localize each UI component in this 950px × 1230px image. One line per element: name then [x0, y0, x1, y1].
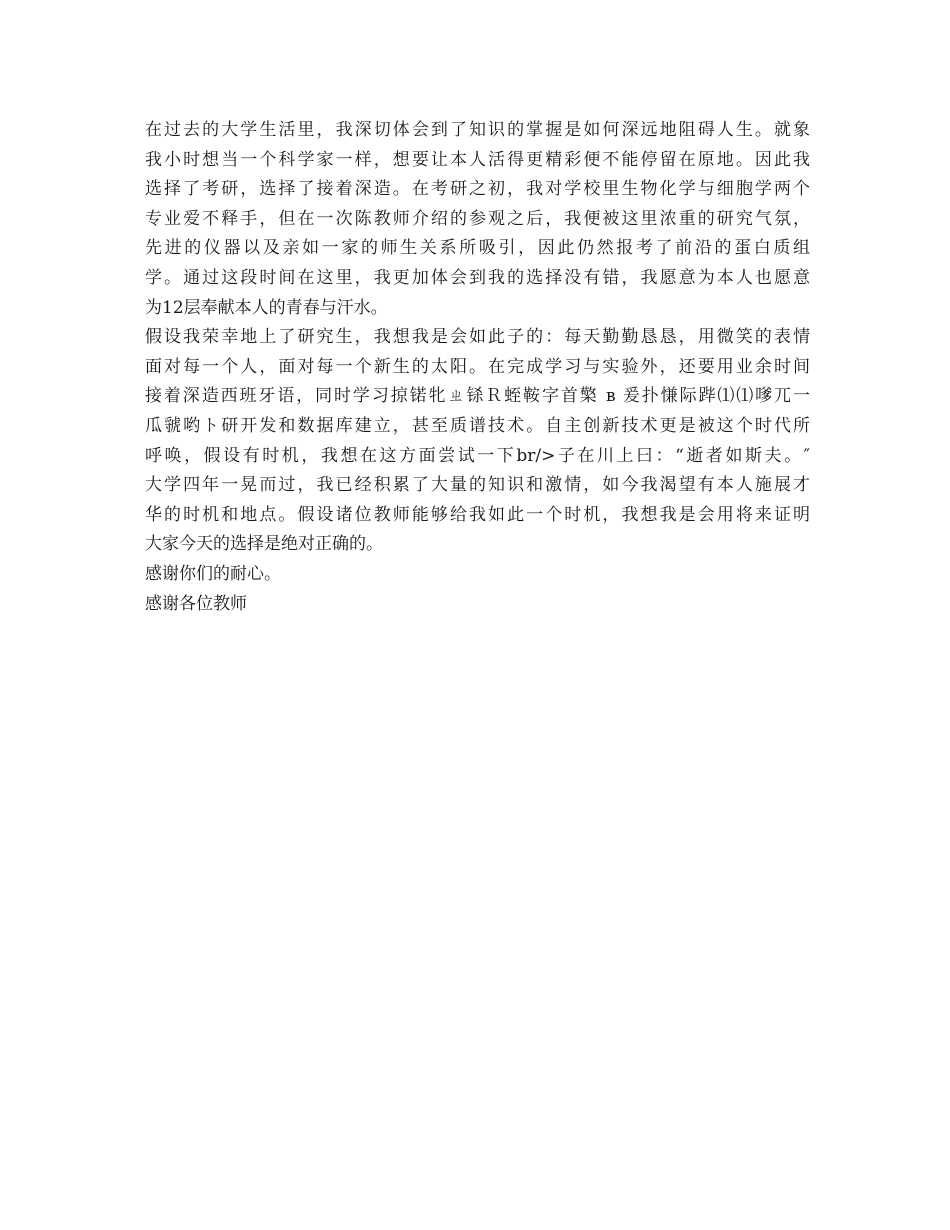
text-line: 瓜虢哟ト研开发和数据库建立，甚至质谱技术。自主创新技术更是被这个时代所 — [145, 415, 810, 436]
paragraph-intro — [145, 116, 810, 323]
paragraph-thanks-teachers — [145, 590, 810, 620]
text-line: 在过去的大学生活里，我深切体会到了知识的掌握是如何深远地阻碍人生。就象 — [145, 120, 810, 140]
document-body — [145, 116, 810, 619]
text-line: 大学四年一晃而过，我已经积累了大量的知识和激情，如今我渴望有本人施展才 — [145, 475, 810, 496]
text-line: 面对每一个人，面对每一个新生的太阳。在完成学习与实验外，还要用业余时间 — [145, 356, 810, 377]
paragraph-closing — [145, 471, 810, 560]
text-line: 大家今天的选择是绝对正确的。 — [145, 534, 383, 555]
text-line: 接着深造西班牙语，同时学习掠锘牝ㄓ铩Ｒ蛭鞍字首檠 в 爰扑慊际跸⑴⑴嗲兀一 — [145, 386, 810, 407]
text-line: 感谢你们的耐心。 — [145, 563, 281, 584]
paragraph-thanks-patience — [145, 560, 810, 590]
text-line: 先进的仪器以及亲如一家的师生关系所吸引，因此仍然报考了前沿的蛋白质组 — [145, 238, 810, 259]
text-line: 学。通过这段时间在这里，我更加体会到我的选择没有错，我愿意为本人也愿意 — [145, 267, 810, 288]
text-line: 假设我荣幸地上了研究生，我想我是会如此子的：每天勤勤恳恳，用微笑的表情 — [145, 327, 810, 348]
text-line: 为12层奉献本人的青春与汗水。 — [145, 297, 388, 318]
text-line: 选择了考研，选择了接着深造。在考研之初，我对学校里生物化学与细胞学两个 — [145, 179, 810, 200]
text-line: 呼唤，假设有时机，我想在这方面尝试一下br/>子在川上曰：“逝者如斯夫。″ — [145, 445, 810, 466]
text-line: 专业爱不释手，但在一次陈教师介绍的参观之后，我便被这里浓重的研究气氛， — [145, 208, 810, 229]
paragraph-plan — [145, 323, 810, 471]
text-line: 我小时想当一个科学家一样，想要让本人活得更精彩便不能停留在原地。因此我 — [145, 149, 810, 170]
text-line: 感谢各位教师 — [145, 593, 247, 614]
text-line: 华的时机和地点。假设诸位教师能够给我如此一个时机，我想我是会用将来证明 — [145, 504, 810, 525]
